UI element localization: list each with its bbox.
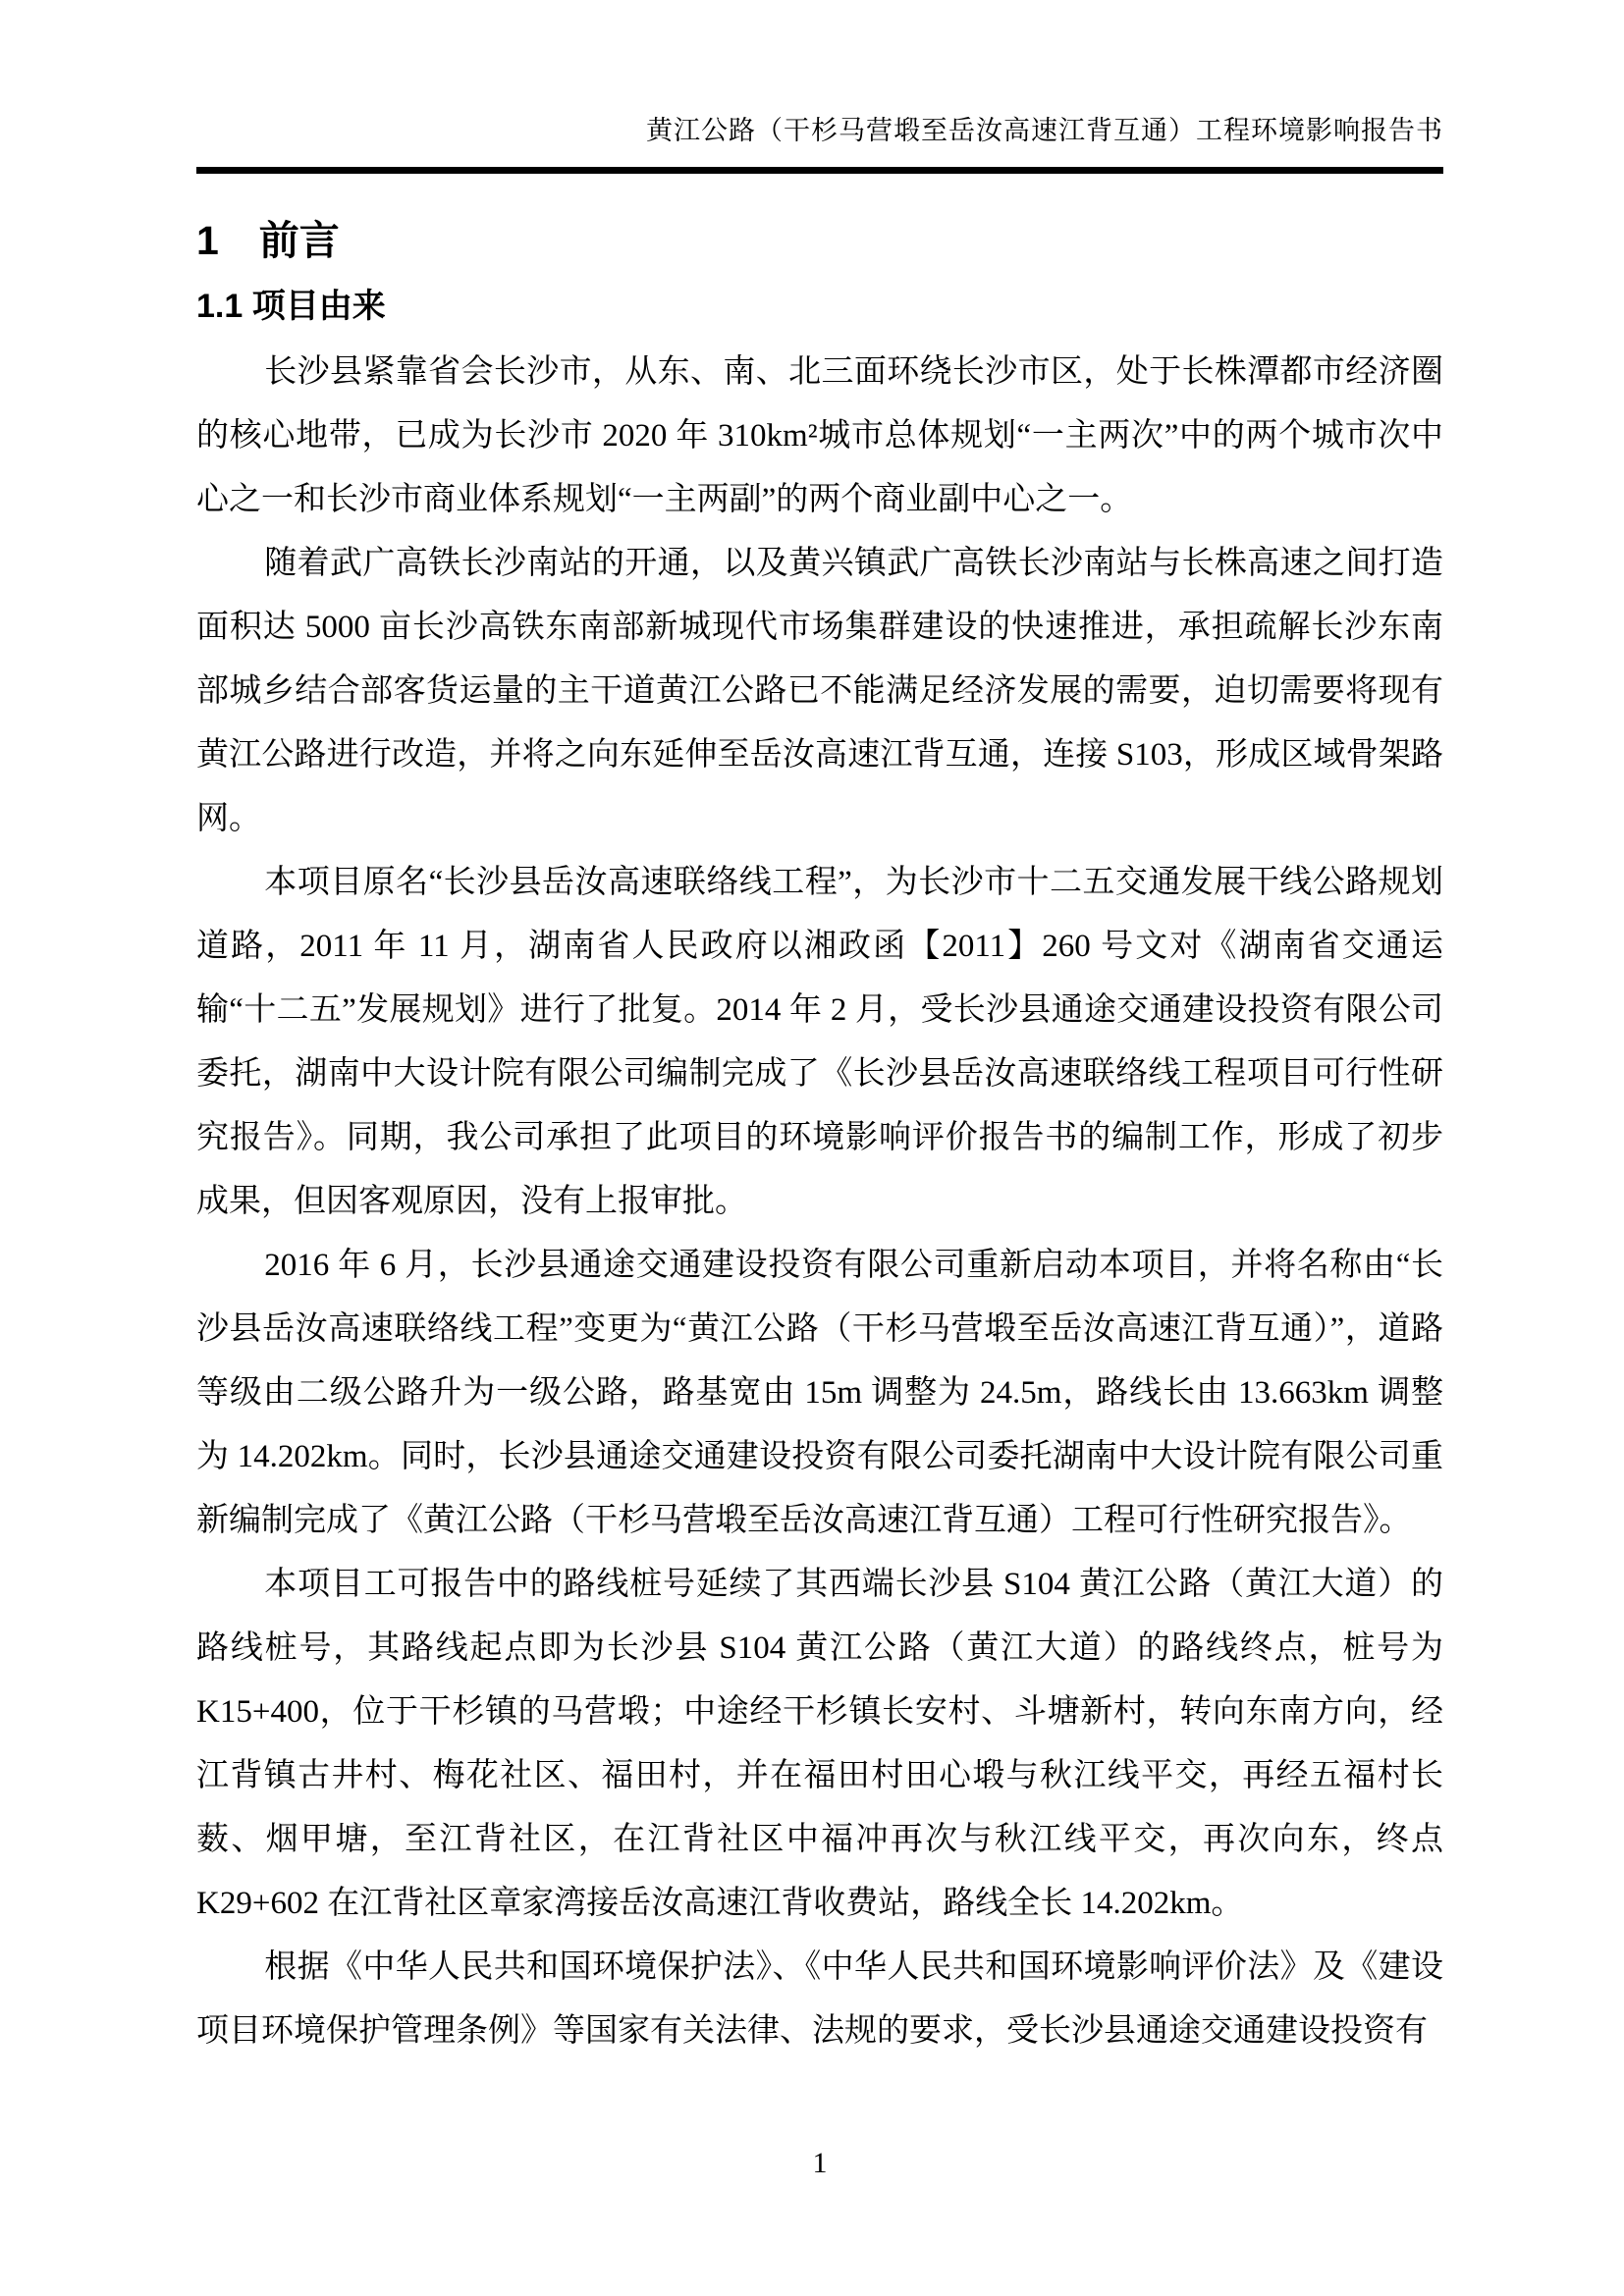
paragraph: 根据《中华人民共和国环境保护法》、《中华人民共和国环境影响评价法》及《建设项目环境保护管理条例》等国家有关法律、法规的要求，受长沙县通途交通建设投资有 — [196, 1949, 1443, 2049]
page-number: 1 — [812, 2147, 828, 2179]
subsection-heading: 1.1 项目由来 — [196, 288, 386, 325]
paragraph: 2016 年 6 月，长沙县通途交通建设投资有限公司重新启动本项目，并将名称由“长沙县岳汝高速联络线工程”变更为“黄江公路（干杉马营塅至岳汝高速江背互通）”，道路等级由二级公路升为一级公路，路基宽由 15m 调整为 24.5m，路线长由 13.663km 调整为 14.202km。同时，长沙县通途交通建设投资有限公司委托湖南中大设计院有限公司重新编制完成了《黄江公路（干杉马营塅至岳汝高速江背互通）工程可行性研究报告》。 — [196, 1248, 1443, 1538]
header-rule — [196, 167, 1443, 174]
paragraph: 长沙县紧靠省会长沙市，从东、南、北三面环绕长沙市区，处于长株潭都市经济圈的核心地带，已成为长沙市 2020 年 310km²城市总体规划“一主两次”中的两个城市次中心之一和长沙市商业体系规划“一主两副”的两个商业副中心之一。 — [196, 354, 1443, 517]
body-text-block — [196, 341, 1443, 2063]
page-header-title: 黄江公路（干杉马营塅至岳汝高速江背互通）工程环境影响报告书 — [646, 116, 1443, 145]
section-heading: 1 前言 — [196, 218, 340, 263]
paragraph: 本项目原名“长沙县岳汝高速联络线工程”，为长沙市十二五交通发展干线公路规划道路，2011 年 11 月，湖南省人民政府以湘政函【2011】260 号文对《湖南省交通运输“十二五”发展规划》进行了批复。2014 年 2 月，受长沙县通途交通建设投资有限公司委托，湖南中大设计院有限公司编制完成了《长沙县岳汝高速联络线工程项目可行性研究报告》。同期，我公司承担了此项目的环境影响评价报告书的编制工作，形成了初步成果，但因客观原因，没有上报审批。 — [196, 865, 1443, 1219]
paragraph: 随着武广高铁长沙南站的开通，以及黄兴镇武广高铁长沙南站与长株高速之间打造面积达 5000 亩长沙高铁东南部新城现代市场集群建设的快速推进，承担疏解长沙东南部城乡结合部客货运量的主干道黄江公路已不能满足经济发展的需要，迫切需要将现有黄江公路进行改造，并将之向东延伸至岳汝高速江背互通，连接 S103，形成区域骨架路网。 — [196, 546, 1443, 836]
paragraph: 本项目工可报告中的路线桩号延续了其西端长沙县 S104 黄江公路（黄江大道）的路线桩号，其路线起点即为长沙县 S104 黄江公路（黄江大道）的路线终点，桩号为 K15+400，位于干杉镇的马营塅；中途经干杉镇长安村、斗塘新村，转向东南方向，经江背镇古井村、梅花社区、福田村，并在福田村田心塅与秋江线平交，再经五福村长薮、烟甲塘，至江背社区，在江背社区中福冲再次与秋江线平交，再次向东，终点 K29+602 在江背社区章家湾接岳汝高速江背收费站，路线全长 14.202km。 — [196, 1567, 1443, 1921]
